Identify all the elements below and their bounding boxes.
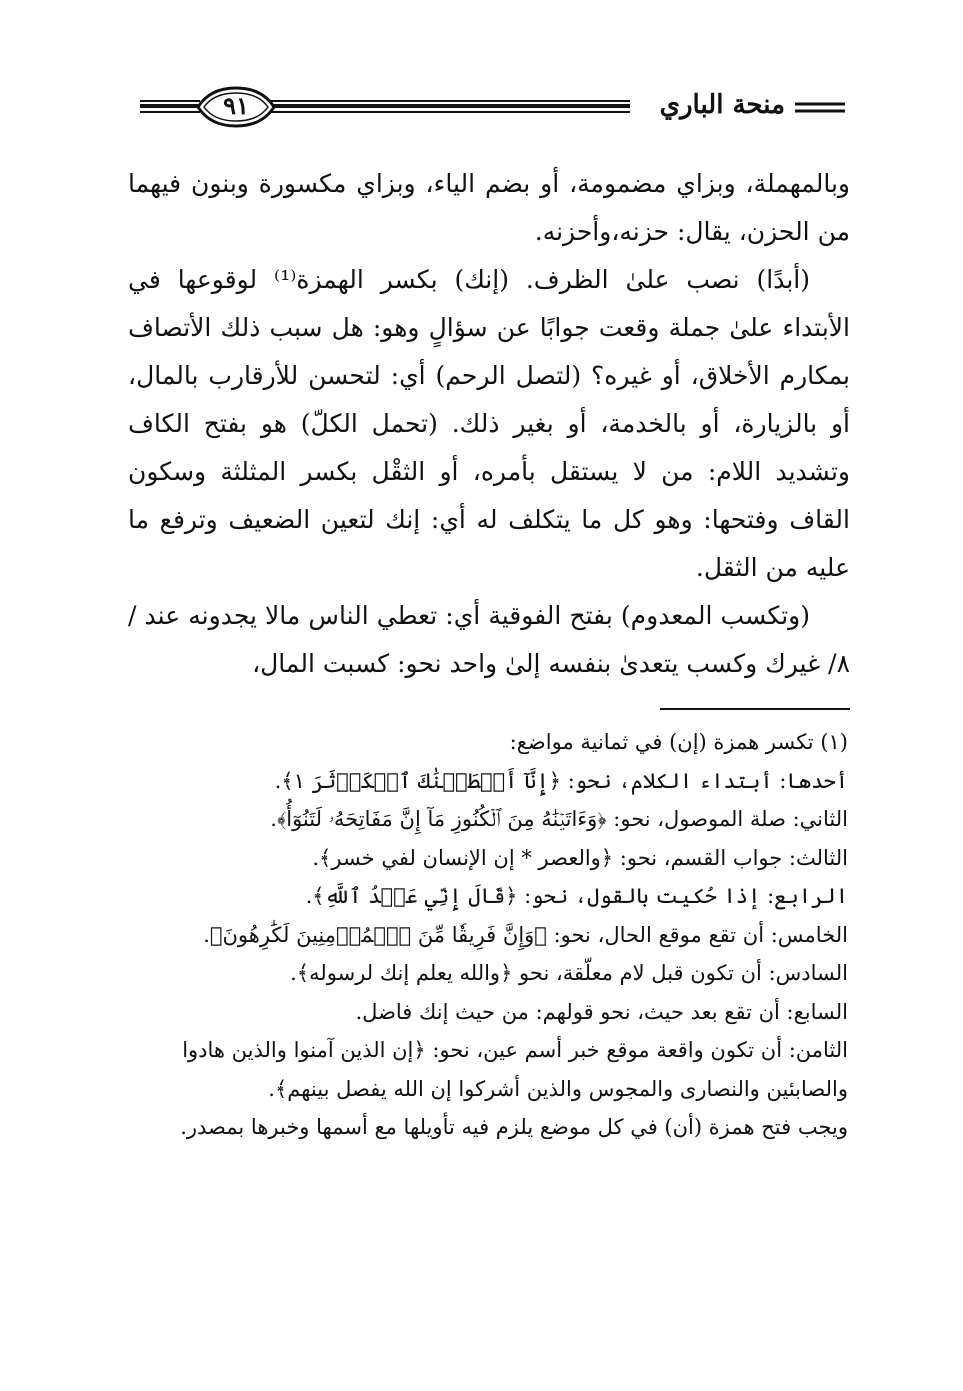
footnote-line: الخامس: أن تقع موقع الحال، نحو: ﴿وَإِنَّ فَرِيقٗا مِّنَ ٱلۡمُؤۡمِنِينَ لَكَٰرِهُونَ﴾. [203, 922, 848, 947]
book-title: منحة الباري [659, 90, 785, 120]
paragraph: وبالمهملة، وبزاي مضمومة، أو بضم الياء، وبزاي مكسورة وبنون فيهما من الحزن، يقال: حزنه،وأحزنه. [128, 169, 850, 246]
paragraph: (وتكسب المعدوم) بفتح الفوقية أي: تعطي الناس مالا يجدونه عند /٨/ غيرك وكسب يتعدىٰ بنفسه إلىٰ واحد نحو: كسبت المال، [128, 601, 850, 678]
footnote-line: الرابع: إذا حُكيت بالقول، نحو: ﴿قَالَ إِنِّي عَبۡدُ ٱللَّهِ﴾. [305, 884, 848, 908]
main-text [128, 160, 850, 688]
footnote-line: أحدها: أبتداء الكلام، نحو: ﴿إِنَّآ أَعۡطَيۡنَٰكَ ٱلۡكَوۡثَرَ ١﴾. [274, 768, 848, 793]
footnote-line: الثاني: صلة الموصول، نحو: ﴿وَءَاتَيۡنَٰهُ مِنَ ٱلۡكُنُوزِ مَآ إِنَّ مَفَاتِحَهُۥ لَتَنُوٓأُ﴾. [270, 807, 848, 831]
page-header [140, 84, 845, 132]
footnote-line: الثالث: جواب القسم، نحو: ﴿والعصر * إن الإنسان لفي خسر﴾. [312, 845, 848, 870]
footnotes [132, 723, 848, 1147]
footnote-separator [660, 708, 850, 710]
paragraph: (أبدًا) نصب علىٰ الظرف. (إنك) بكسر الهمزة⁽¹⁾ لوقوعها في الأبتداء علىٰ جملة وقعت جوابًا عن سؤالٍ وهو: هل سبب ذلك الأتصاف بمكارم الأخلاق، أو غيره؟ (لتصل الرحم) أي: لتحسن للأرقارب بالمال، أو بالزيارة، أو بالخدمة، أو بغير ذلك. (تحمل الكلّ) هو بفتح الكاف وتشديد اللام: من لا يستقل بأمره، أو الثقْل بكسر المثلثة وسكون القاف وفتحها: وهو كل ما يتكلف له أي: إنك لتعين الضعيف وترفع ما عليه من الثقل. [128, 265, 850, 582]
footnote-line: السادس: أن تكون قبل لام معلّقة، نحو ﴿والله يعلم إنك لرسوله﴾. [290, 961, 848, 985]
footnote-line: (١) تكسر همزة (إن) في ثمانية مواضع: [509, 730, 848, 754]
footnote-line: ويجب فتح همزة (أن) في كل موضع يلزم فيه تأويلها مع أسمها وخبرها بمصدر. [180, 1115, 848, 1139]
footnote-line: الثامن: أن تكون واقعة موقع خبر أسم عين، نحو: ﴿إن الذين آمنوا والذين هادوا والصابئين والنصارى والمجوس والذين أشركوا إن الله يفصل بينهم﴾. [182, 1038, 848, 1101]
footnote-line: السابع: أن تقع بعد حيث، نحو قولهم: من حيث إنك فاضل. [355, 999, 848, 1024]
page-number: ٩١ [223, 91, 249, 120]
